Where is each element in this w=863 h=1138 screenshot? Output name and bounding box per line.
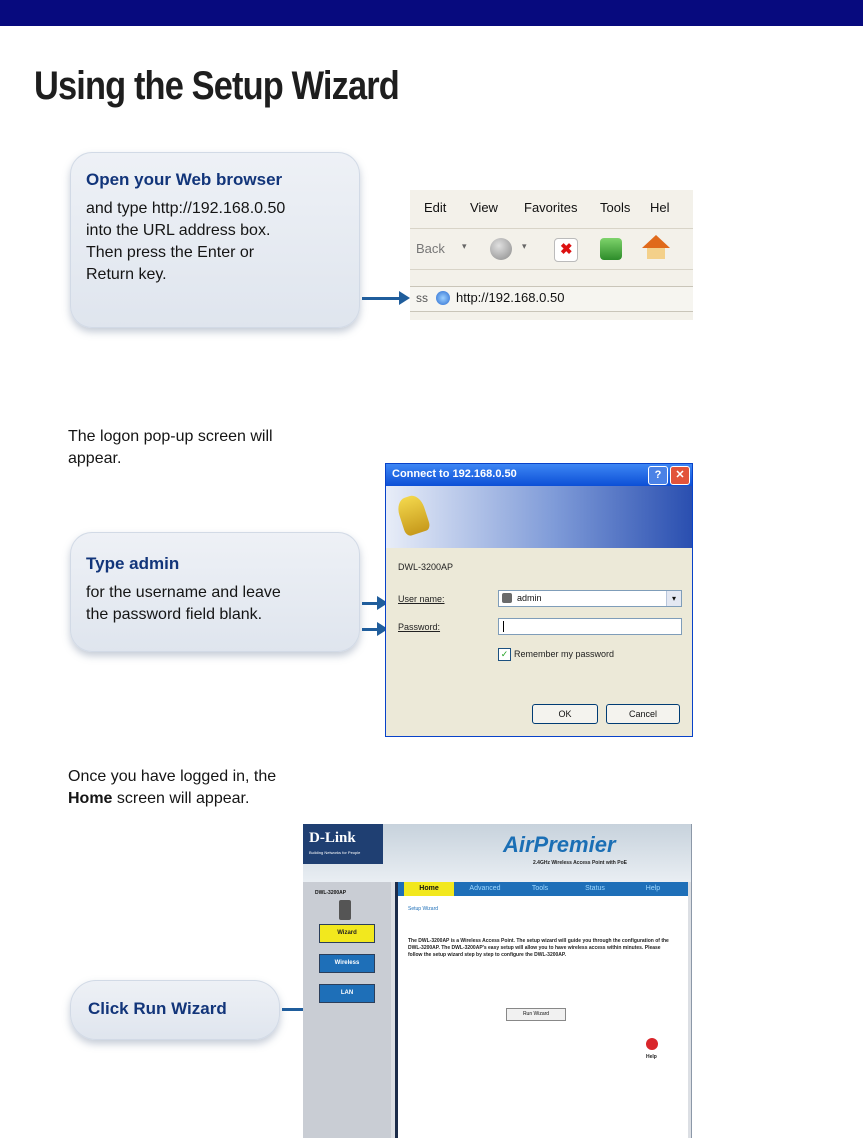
home-header <box>303 824 691 882</box>
dlink-home-screen <box>303 824 692 1138</box>
section-title: Setup Wizard <box>408 906 439 912</box>
arrow-to-password <box>362 628 378 631</box>
callout-title: Open your Web browser <box>86 170 283 189</box>
sidebar-lan-button[interactable]: LAN <box>319 984 375 1003</box>
content-panel <box>395 882 688 1138</box>
cancel-button[interactable]: Cancel <box>606 704 680 724</box>
callout-title: Click Run Wizard <box>88 999 227 1018</box>
device-image <box>339 900 351 920</box>
run-wizard-callout <box>70 980 280 1040</box>
run-wizard-button[interactable]: Run Wizard <box>506 1008 566 1021</box>
dialog-banner <box>386 486 692 548</box>
password-field[interactable] <box>498 618 682 635</box>
page-title: Using the Setup Wizard <box>34 64 399 108</box>
device-label: DWL-3200AP <box>315 890 347 896</box>
address-bar <box>410 286 693 312</box>
tab-tools[interactable]: Tools <box>531 885 549 892</box>
arrow-to-address-bar <box>362 297 400 300</box>
address-input[interactable]: http://192.168.0.50 <box>456 290 565 305</box>
menu-view[interactable]: View <box>470 200 498 215</box>
help-icon[interactable] <box>646 1038 658 1050</box>
login-dialog <box>385 463 693 737</box>
username-value: admin <box>517 593 542 603</box>
admin-callout <box>70 532 360 652</box>
home-icon-body <box>647 248 665 259</box>
remember-checkbox[interactable]: ✓ <box>498 648 511 661</box>
dialog-title: Connect to 192.168.0.50 <box>392 468 517 480</box>
product-subtitle: 2.4GHz Wireless Access Point with PoE <box>533 860 627 866</box>
text-cursor <box>503 621 504 632</box>
remember-label: Remember my password <box>514 649 615 659</box>
home-intro-text: Once you have logged in, the Home screen will appear. <box>68 768 277 807</box>
help-icon[interactable]: ? <box>648 466 668 485</box>
browser-callout <box>70 152 360 328</box>
username-label: User name: <box>398 594 445 604</box>
tab-status[interactable]: Status <box>585 885 605 892</box>
tab-bar <box>398 882 688 896</box>
dlink-logo: D-Link Building Networks for People <box>303 824 383 864</box>
browser-toolbar <box>410 228 693 270</box>
refresh-icon[interactable] <box>600 238 622 260</box>
callout-text: and type http://192.168.0.50 into the URL address box. Then press the Enter or Return key. <box>86 200 286 283</box>
menu-tools[interactable]: Tools <box>600 200 631 215</box>
header-bar <box>0 0 863 26</box>
sidebar <box>303 882 391 1138</box>
back-button[interactable]: Back <box>416 241 445 256</box>
device-name: DWL-3200AP <box>398 562 454 572</box>
help-label: Help <box>646 1054 657 1060</box>
logon-intro-text: The logon pop-up screen will appear. <box>68 428 273 467</box>
dropdown-arrow-icon[interactable]: ▾ <box>522 241 527 251</box>
product-logo: AirPremier <box>503 832 616 857</box>
address-label: ss <box>416 291 428 305</box>
menu-edit[interactable]: Edit <box>424 200 447 215</box>
callout-title: Type admin <box>86 554 180 573</box>
callout-text: for the username and leave the password field blank. <box>86 584 281 623</box>
menu-help[interactable]: Hel <box>650 200 670 215</box>
tab-advanced[interactable]: Advanced <box>469 885 501 892</box>
sidebar-wizard-button[interactable]: Wizard <box>319 924 375 943</box>
user-icon <box>502 593 512 603</box>
arrow-to-username <box>362 602 378 605</box>
stop-icon[interactable]: ✖ <box>554 238 578 262</box>
home-bold: Home <box>68 790 113 807</box>
tab-home[interactable]: Home <box>404 882 454 896</box>
dialog-titlebar <box>386 464 692 486</box>
home-icon[interactable] <box>642 235 670 248</box>
menu-favorites[interactable]: Favorites <box>524 200 578 215</box>
ok-button[interactable]: OK <box>532 704 598 724</box>
username-field[interactable] <box>498 590 682 607</box>
sidebar-wireless-button[interactable]: Wireless <box>319 954 375 973</box>
keys-icon <box>395 493 431 537</box>
dropdown-arrow-icon[interactable]: ▾ <box>462 241 467 251</box>
chevron-down-icon[interactable]: ▾ <box>666 591 681 606</box>
browser-window <box>410 190 693 320</box>
forward-icon[interactable] <box>490 238 512 260</box>
password-label: Password: <box>398 622 441 632</box>
tab-help[interactable]: Help <box>645 885 661 892</box>
wizard-description: The DWL-3200AP is a Wireless Access Point. The setup wizard will guide you through the configuration of the DWL-3200AP. The DWL-3200AP's easy setup will allow you to have wireless access within minutes. Please follow the setup wizard step by step to configure the DWL-3200AP. <box>408 938 669 958</box>
page-icon <box>436 291 450 305</box>
close-icon[interactable]: ✕ <box>670 466 690 485</box>
